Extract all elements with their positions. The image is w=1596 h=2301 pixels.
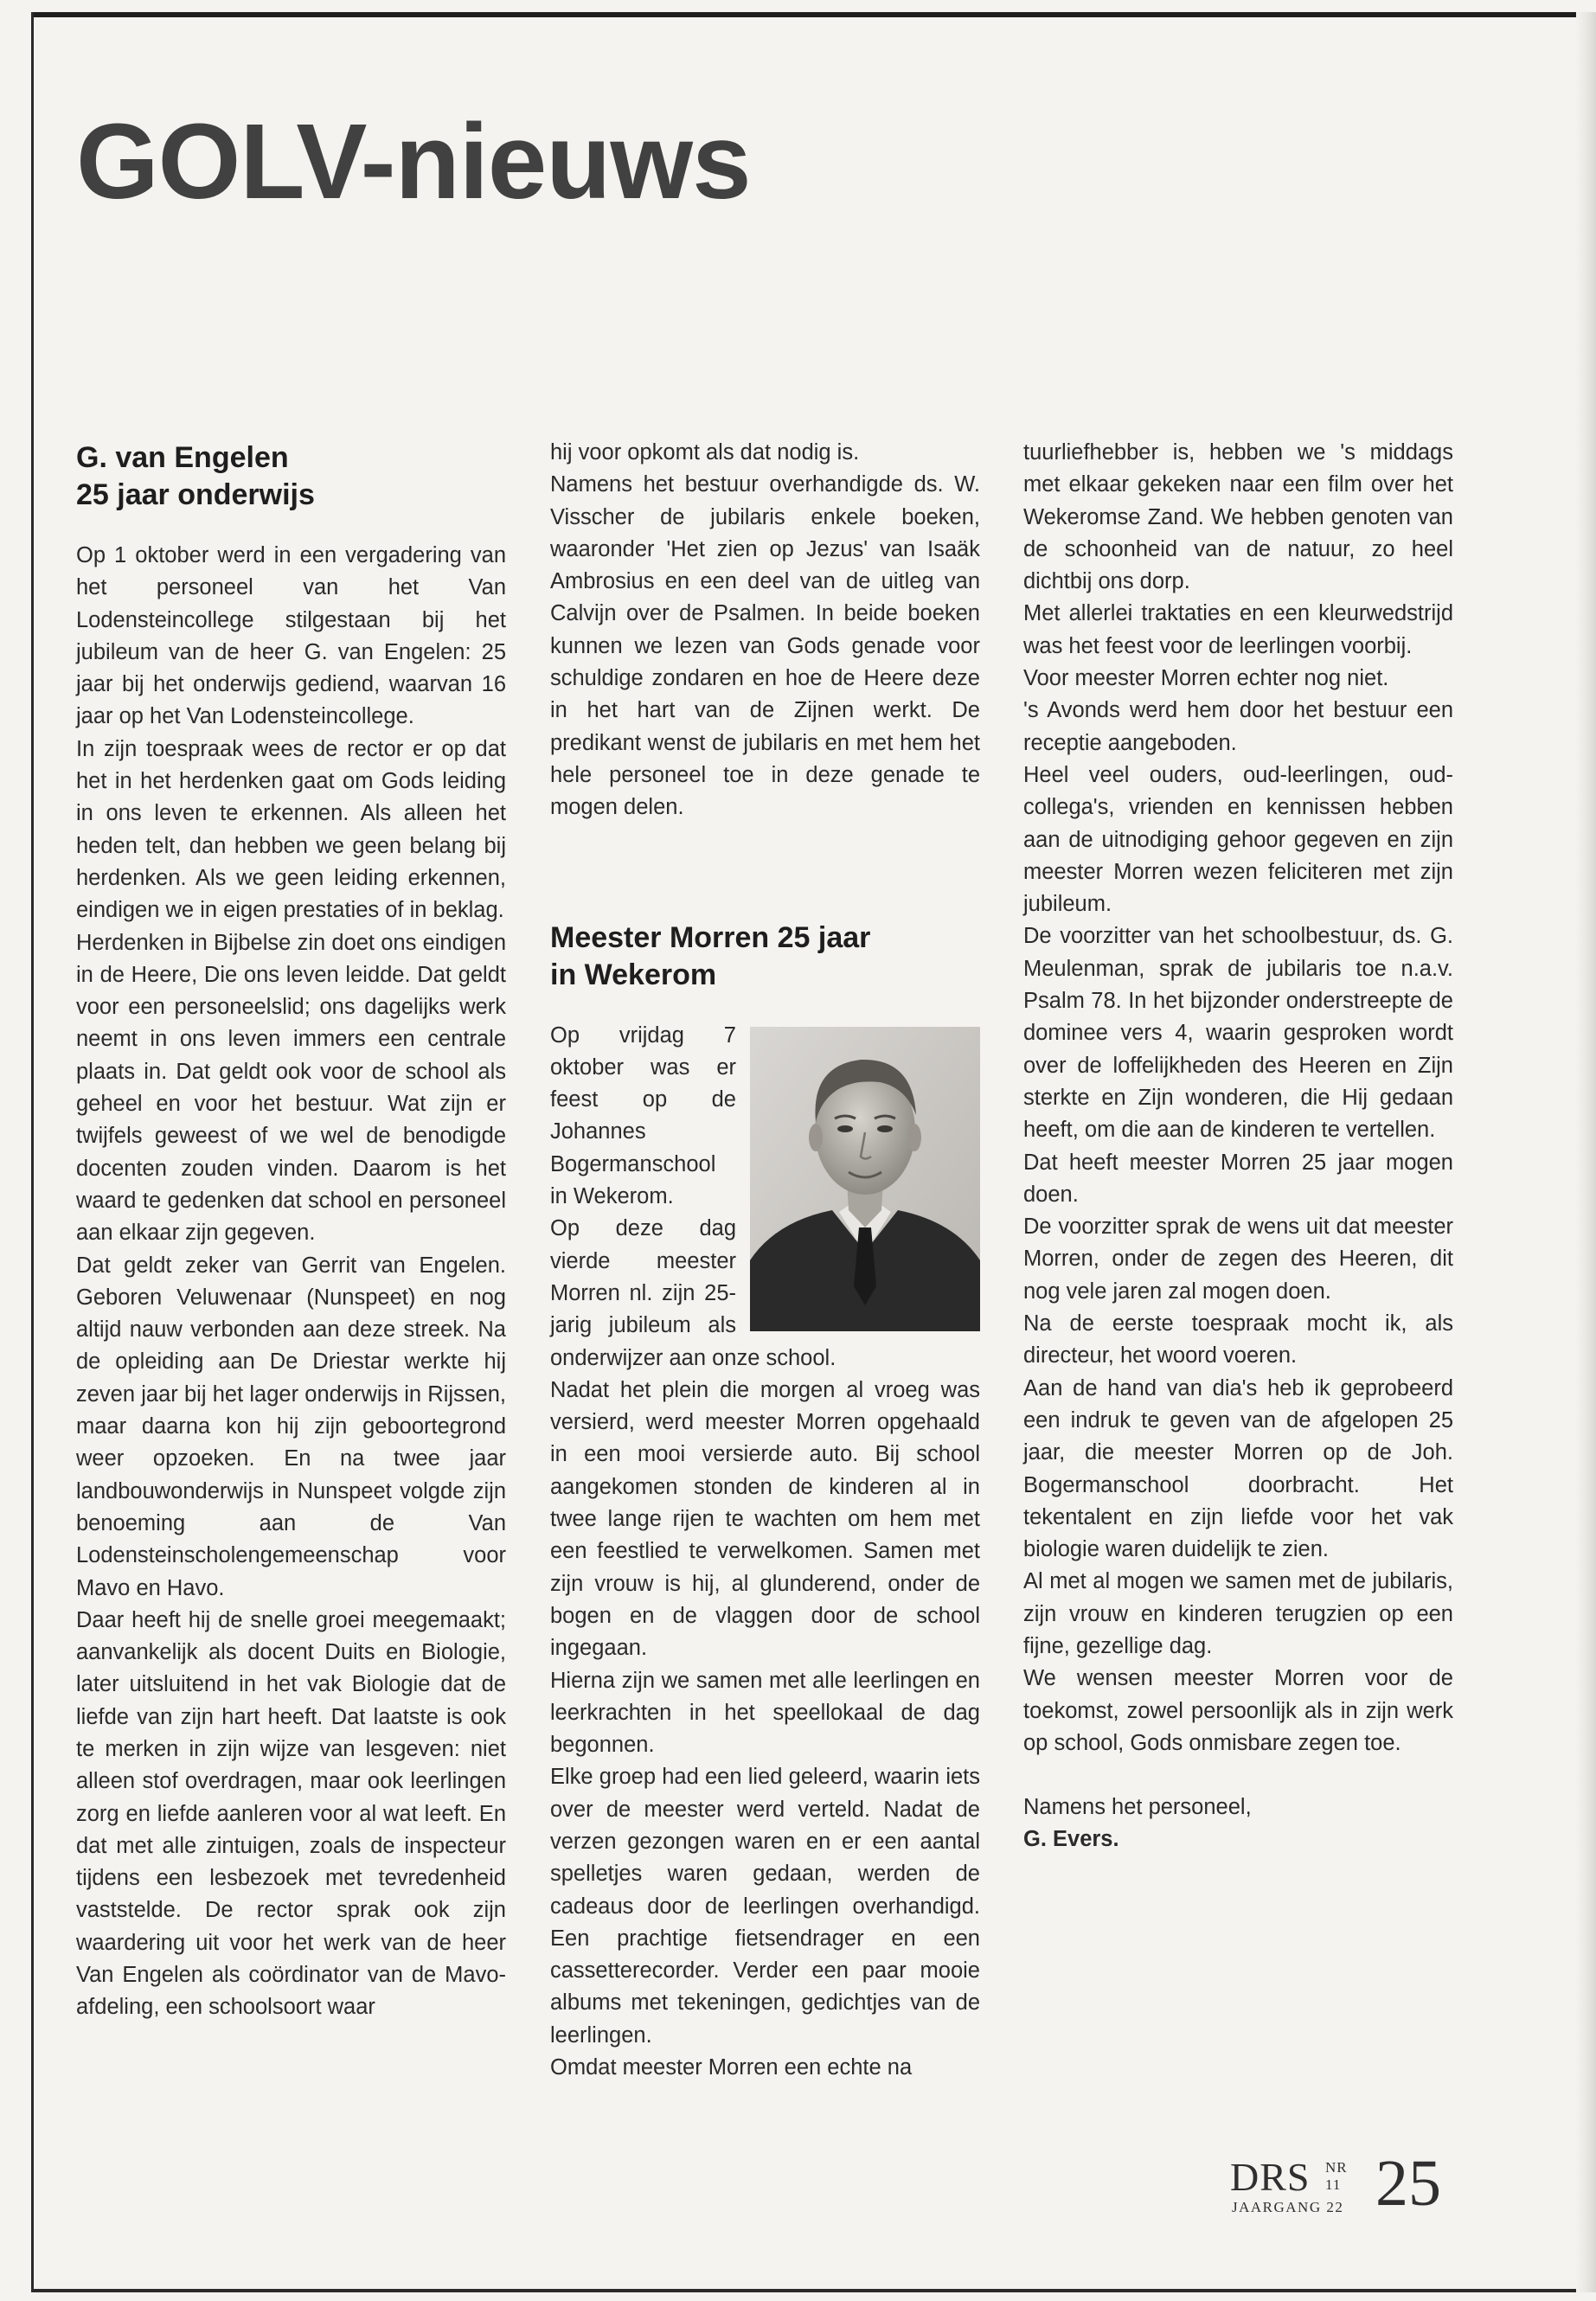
article-1-paragraph: Op 1 oktober werd in een vergadering van het personeel van het Van Lodensteincollege stilgestaan bij het jubileum van de heer G. van Engelen: 25 jaar bij het onderwijs gediend, waarvan 16 jaar op het Van Lodensteincollege. [76,543,506,729]
article-2-paragraph-continued: Omdat meester Morren een echte na [550,2055,913,2080]
article-1-heading [76,439,506,514]
article-2-paragraph: De voorzitter sprak de wens uit dat meester Morren, onder de zegen des Heeren, dit nog vele jaren zal mogen doen. [1023,1215,1453,1304]
issue-number: NR 11 [1325,2159,1348,2193]
article-2-paragraph: Nadat het plein die morgen al vroeg was versierd, werd meester Morren opgehaald in een mooi versierde auto. Bij school aangekomen stonden de kinderen al in twee lange rijen te wachten om hem met een feestlied te verwelkomen. Samen met zijn vrouw is hij, al glunderend, onder de bogen en de vlaggen door de school ingegaan. [550,1377,980,1661]
bottom-rule [31,2289,1593,2292]
article-1-heading-text: G. van Engelen 25 jaar onderwijs [76,441,315,511]
article-1-paragraph-continued: Daar heeft hij de snelle groei meegemaakt; aanvankelijk als docent Duits en Biologie, later uitsluitend in het vak Biologie dat de liefde van zijn hart heeft. Dat laatste is ook te merken in zijn wijze van lesgeven: niet alleen stof overdragen, maar ook leerlingen zorg en liefde aanleren voor al wat leeft. En dat met alle zintuigen, zoals de inspecteur tijdens een lesbezoek met tevredenheid vaststelde. De rector sprak ook zijn waardering uit voor het werk van de heer Van Engelen als coördinator van de Mavo-afdeling, een schoolsoort waar [76,1607,506,2020]
article-2-paragraph: Voor meester Morren echter nog niet. [1023,666,1389,691]
article-2-paragraph: 's Avonds werd hem door het bestuur een receptie aangeboden. [1023,698,1453,755]
portrait-illustration [750,1027,980,1331]
article-2-heading-text: Meester Morren 25 jaar in Wekerom [550,920,871,991]
signoff-text: Namens het personeel, [1023,1795,1252,1820]
signoff [1023,1791,1453,1856]
article-1-paragraph: Dat geldt zeker van Gerrit van Engelen. Geboren Veluwenaar (Nunspeet) en nog altijd nauw verbonden aan deze streek. Na de opleiding aan De Driestar werkte hij zeven jaar bij het lager onderwijs in Rijssen, maar daarna kon hij zijn geboortegrond weer opzoeken. En na twee jaar landbouwonderwijs in Nunspeet volgde zijn benoeming aan de Van Lodensteinscholengemeenschap voor Mavo en Havo. [76,1253,506,1600]
article-2-paragraph: Al met al mogen we samen met de jubilaris, zijn vrouw en kinderen terugzien op een fijne, gezellige dag. [1023,1569,1453,1658]
article-2-paragraph-continuation: tuurliefhebber is, hebben we 's middags met elkaar gekeken naar een film over het Wekeromse Zand. We hebben genoten van de schoonheid van de natuur, zo heel dichtbij ons dorp. [1023,440,1453,594]
article-2-paragraph: Heel veel ouders, oud-leerlingen, oud-collega's, vrienden en kennissen hebben aan de uitnodiging gehoor gegeven en zijn meester Morren wezen feliciteren met zijn jubileum. [1023,762,1453,917]
article-1-paragraph: Herdenken in Bijbelse zin doet ons eindigen in de Heere, Die ons leven leidde. Dat geldt voor een personeelslid; ons dagelijks werk neemt in ons leven immers een centrale plaats in. Dat geldt ook voor de school als geheel en voor het bestuur. Wat zijn er twijfels geweest of we wel de benodigde docenten zouden vinden. Daarom is het waard te gedenken dat school en personeel aan elkaar zijn gegeven. [76,930,506,1246]
article-2-paragraph: Na de eerste toespraak mocht ik, als directeur, het woord voeren. [1023,1311,1453,1368]
article-2-paragraph: De voorzitter van het schoolbestuur, ds. G. Meulenman, sprak de jubilaris toe n.a.v. Psalm 78. In het bijzonder onderstreepte de dominee vers 4, waarin gesproken wordt over de loffelijkheden des Heeren en Zijn sterkte en Zijn wonderen, die Hij gedaan heeft, om die aan de kinderen te vertellen. [1023,924,1453,1143]
top-rule [31,12,1593,17]
article-2-paragraph: Hierna zijn we samen met alle leerlingen en leerkrachten in het speellokaal de dag begonnen. [550,1668,980,1758]
author-name: G. Evers. [1023,1827,1119,1852]
magazine-name: DRS [1230,2155,1311,2199]
article-2-paragraph: Op vrijdag 7 oktober was er feest op de Johannes Bogermanschool in Wekerom. [550,1022,736,1209]
article-2-heading [550,920,980,994]
left-rule [31,12,34,2292]
article-2-paragraph: Met allerlei traktaties en een kleurwedstrijd was het feest voor de leerlingen voorbij. [1023,601,1453,658]
column-2 [550,437,980,2084]
page-title: GOLV-nieuws [76,103,751,221]
article-1-paragraph: Namens het bestuur overhandigde ds. W. Visscher de jubilaris enkele boeken, waaronder 'Het zien op Jezus' van Isaäk Ambrosius en een deel van de uitleg van Calvijn over de Psalmen. In beide boeken kunnen we lezen van Gods genade voor schuldige zondaren en hoe de Heere deze in het hart van de Zijnen werkt. De predikant wenst de jubilaris en met hem het hele personeel toe in deze genade te mogen delen. [550,472,980,820]
page-number: 25 [1375,2147,1441,2220]
article-2-paragraph: Dat heeft meester Morren 25 jaar mogen doen. [1023,1150,1453,1207]
article-1-paragraph: In zijn toespraak wees de rector er op dat het in het herdenken gaat om Gods leiding in ons leven te erkennen. Als alleen het heden telt, dan hebben we geen belang bij herdenken. Als we geen leiding erkennen, eindigen we in eigen prestaties of in beklag. [76,736,506,923]
portrait-photo [750,1027,980,1331]
article-2-paragraph: Aan de hand van dia's heb ik geprobeerd een indruk te geven van de afgelopen 25 jaar, die meester Morren op de Joh. Bogermanschool doorbracht. Het tekentalent en zijn liefde voor het vak biologie waren duidelijk te zien. [1023,1375,1453,1562]
article-2-paragraph: We wensen meester Morren voor de toekomst, zowel persoonlijk als in zijn werk op school, Gods onmisbare zegen toe. [1023,1666,1453,1755]
volume-label: JAARGANG 22 [1232,2199,1344,2215]
article-1-paragraph-continuation: hij voor opkomt als dat nodig is. [550,440,860,465]
article-2-paragraph: Elke groep had een lied geleerd, waarin iets over de meester werd verteld. Nadat de verzen gezongen waren en er een aantal spelletjes waren gedaan, werden de cadeaus door de leerlingen overhandigd. Een prachtige fietsendrager en een cassetterecorder. Verder een paar mooie albums met tekeningen, gedichtjes van de leerlingen. [550,1765,980,2048]
column-3 [1023,437,1453,1856]
page-edge-shadow [1576,12,1596,2292]
column-1 [76,439,506,2024]
article-2-paragraph: Op deze dag vierde meester Morren nl. zijn 25-jarig jubileum als onderwijzer aan onze school. [550,1216,836,1370]
